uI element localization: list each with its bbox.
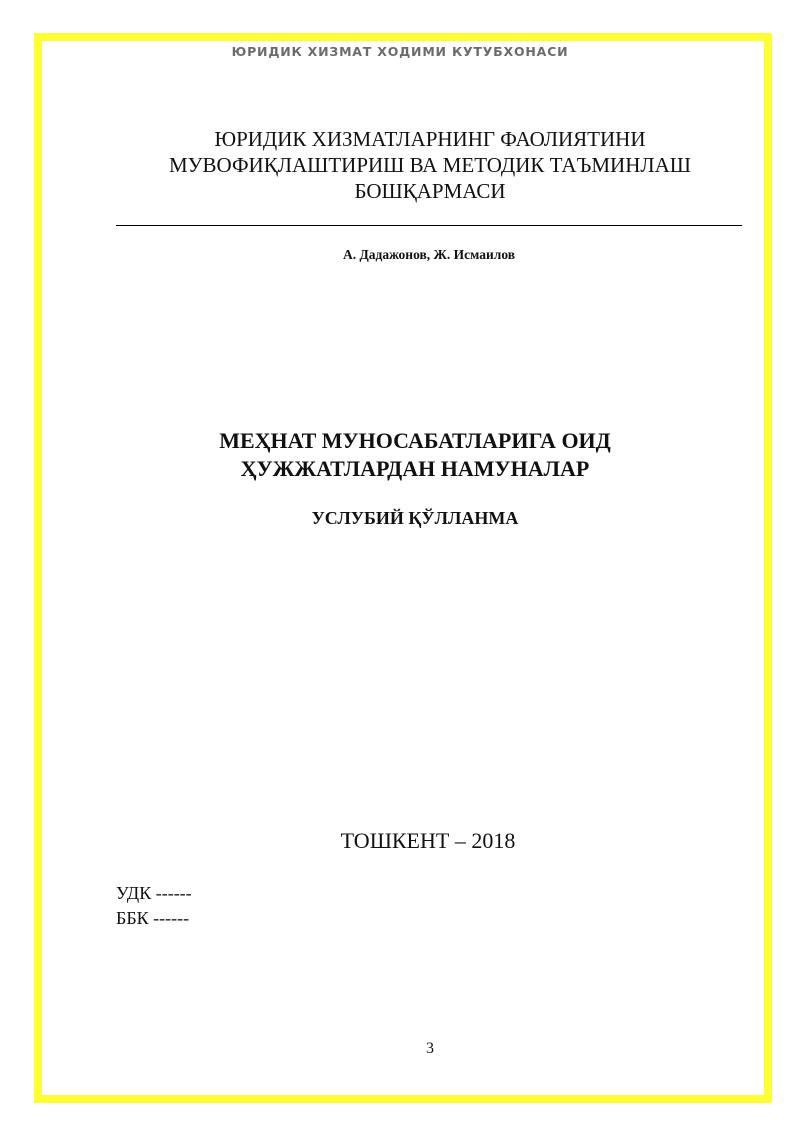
place-and-year: ТОШКЕНТ – 2018	[340, 828, 516, 853]
organization-title	[100, 126, 760, 204]
organization-title-line-3: БОШҚАРМАСИ	[354, 179, 506, 203]
bbk-code: ББК ------	[116, 908, 190, 928]
book-title-line-2: ҲУЖЖАТЛАРДАН НАМУНАЛАР	[240, 456, 590, 481]
page-number: 3	[426, 1040, 434, 1057]
book-title	[100, 427, 730, 483]
book-title-line-1: МЕҲНАТ МУНОСАБАТЛАРИГА ОИД	[219, 428, 611, 453]
organization-title-line-2: МУВОФИҚЛАШТИРИШ ВА МЕТОДИК ТАЪМИНЛАШ	[169, 153, 691, 177]
library-header-banner: ЮРИДИК ХИЗМАТ ХОДИМИ КУТУБХОНАСИ	[231, 44, 569, 59]
authors-line: А. Дадажонов, Ж. Исмаилов	[342, 247, 516, 262]
organization-title-line-1: ЮРИДИК ХИЗМАТЛАРНИНГ ФАОЛИЯТИНИ	[214, 127, 646, 151]
horizontal-divider	[116, 225, 742, 226]
classification-codes	[116, 881, 192, 931]
book-type-subtitle: УСЛУБИЙ ҚЎЛЛАНМА	[311, 508, 519, 528]
udk-code: УДК ------	[116, 883, 192, 903]
